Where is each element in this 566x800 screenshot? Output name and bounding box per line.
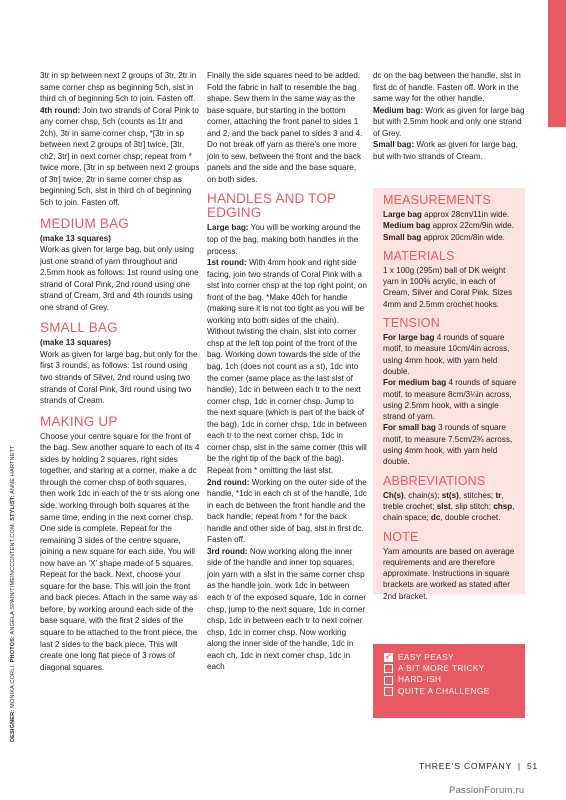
paragraph [40, 105, 200, 209]
text: 4 rounds of square motif, to measure 10cm/4in across, using 4mm hook, with yarn held double. [383, 333, 510, 376]
column-1 [40, 70, 200, 673]
checkbox-icon [384, 676, 393, 685]
paragraph: Choose your centre square for the front of the bag. Sew another square to each of its 4 sides by holding 2 squares, right sides together, and staring at a corner, make a dc through the corner chsp of both squares, then work 1dc in each of the tr sts along one side, working through both squares at the same time, ending in the next corner chsp. One side is complete. Repeat for the remaining 3 sides of the centre square, joining a new square for each side. You will now have an ‘X’ shape made of 5 squares. Repeat for the back. Next, choose your square for the base. This will join the front and back pieces. Attach in the same way as before, by working around each side of the base square, with the first 2 sides of the square to be attached to the front piece, the last 2 sides to the back piece. This will create one long flat piece of 3 rows of diagonal squares. [40, 431, 200, 672]
text: Work as given for large bag, but with two strands of Cream. [373, 140, 518, 161]
abbr: tr [495, 490, 502, 500]
magazine-name: THREE’S COMPANY [418, 761, 512, 771]
section-heading-measurements: MEASUREMENTS [383, 193, 491, 207]
section-heading-making-up: MAKING UP [40, 413, 118, 429]
abbr: dc [430, 513, 441, 523]
paragraph: dc on the bag between the handle, slst in first dc of handle. Fasten off. Work in the same way for the other handle. [373, 71, 521, 104]
paragraph: 3tr in sp between next 2 groups of 3tr, 2tr in same corner chsp as beginning 5ch, slst in third ch of beginning 5ch to join. Fasten off. [40, 71, 197, 104]
label: Large bag: [207, 223, 249, 233]
text: Work as given for large bag but with 2.5mm hook and only one strand of Grey. [373, 105, 525, 138]
paragraph [383, 332, 521, 377]
round-label: 3rd round: [207, 546, 248, 556]
column-3 [373, 70, 528, 162]
section-heading-materials: MATERIALS [383, 248, 455, 263]
difficulty-item [384, 674, 490, 685]
difficulty-label: QUITE A CHALLENGE [398, 685, 490, 696]
section-heading-abbreviations: ABBREVIATIONS [383, 473, 486, 488]
text: 4 rounds of square motif, to measure 8cm/3¼in across, using 2.5mm hook, with a single strand of yarn. [383, 378, 517, 422]
section-heading-handles: HANDLES AND TOP EDGING [207, 191, 337, 221]
section-heading-note: NOTE [383, 529, 419, 544]
section-heading-small-bag: SMALL BAG [40, 320, 118, 336]
round-text: Join two strands of Coral Pink to any corner chsp, 5ch (counts as 1tr and 2ch), 3tr in same corner chsp, *[3tr in sp between next 2 groups of 3tr] twice, [3tr, ch2, 3tr] in next corner chsp; repeat from * twice more, [3tr in sp between next 2 groups of 3tr] twice, 2tr in same corner chsp as beginning 5ch, slst in third ch of beginning 5ch to join. Fasten off. [40, 105, 200, 208]
text: approx 20cm/8in wide. [421, 232, 505, 242]
credit-value: MONIKA CORLI. [10, 662, 16, 710]
difficulty-label: EASY PEASY [398, 652, 454, 662]
section-heading-medium-bag: MEDIUM BAG [40, 215, 130, 231]
paragraph [373, 105, 528, 140]
difficulty-item [384, 652, 490, 663]
label: For medium bag [383, 378, 447, 388]
abbr-def: , chain space; [383, 501, 515, 523]
abbr-def: , stitches; [458, 490, 496, 500]
credit-value: ANNE HARTNETT [10, 445, 16, 496]
label: Small bag [383, 232, 422, 242]
paragraph: Work as given for large bag, but only using just one strand of yarn throughout and 2.5mm hook as follows: 1st round using one strand of Coral Pink, 2nd round using one strand of Cream, 3rd and 4th rounds using one strand of Grey. [40, 245, 199, 312]
abbr-def: , treble crochet; [383, 490, 504, 511]
abbr: st(s) [441, 490, 459, 500]
paragraph [383, 490, 521, 524]
paragraph [207, 477, 367, 546]
column-2 [207, 70, 367, 673]
label: For large bag [383, 333, 435, 343]
text: You will be working around the top of the bag, making both handles in the process. [207, 223, 361, 256]
paragraph [383, 209, 521, 243]
paragraph [373, 139, 528, 162]
abbr: slst [436, 501, 451, 511]
credits [10, 445, 16, 742]
difficulty-list [384, 652, 490, 697]
subheading: (make 13 squares) [40, 233, 111, 243]
subheading: (make 13 squares) [40, 338, 111, 348]
round-label: 1st round: [207, 258, 247, 268]
round-label: 4th round: [40, 105, 81, 115]
label: Small bag: [373, 140, 415, 150]
round-text: With 4mm hook and right side facing, join two strands of Coral Pink with a slst into corner chsp at the top right point, on front of the bag. *Make 40ch for handle (making sure it is not too tight as you will be working into both sides of the chain). Without twisting the chain, slst into corner chsp at the left top point of the front of the bag. Working down towards the side of the bag, 1ch (does not count as a st), 1dc into the corner (same place as the last slst of handle), 1dc in between each tr to the next corner chsp, 1dc in corner chsp. Jump to the next square (which is part of the back of the bag), 1dc in corner chsp, 1dc in between each tr to the next corner chsp, 1dc in corner chsp, slst in the same corner (this will be the right tip of the back of the bag). Repeat from * omitting the last slst. [207, 258, 367, 475]
paragraph [207, 546, 367, 673]
paragraph: 1 x 100g (295m) ball of DK weight yarn in 100% acrylic, in each of Cream, Silver and Coral Pink. Sizes 4mm and 2.5mm crochet hooks. [383, 265, 513, 309]
difficulty-label: HARD-ISH [398, 674, 442, 685]
footer-separator: | [517, 761, 521, 771]
abbr-def: , double crochet. [440, 513, 501, 523]
paragraph: Yarn amounts are based on average requirements and are therefore approximate. Instructions in square brackets are worked as stated after 2nd bracket. [383, 546, 515, 601]
label: Medium bag [383, 221, 431, 231]
abbr-def: , chain(s); [403, 490, 442, 500]
round-text: Now working along the inner side of the handle and inner top squares, join yarn with a slst in the same corner chsp as the handle join, work 1dc in between each tr of the exposed square, 1dc in corner chsp, jump to the next square, 1dc in corner chsp, 1dc in between each tr to next corner chsp, 1dc in corner chsp. Now working along the inner side of the handle, 1dc in each ch, 1dc in next corner chsp, 1dc in each [207, 546, 366, 672]
paragraph [383, 377, 521, 422]
abbr: chsp [493, 501, 513, 511]
round-text: Working on the outer side of the handle, *1dc in each ch st of the handle, 1dc in each dc between the front handle and the back handle; repeat from * for the back handle and other side of bag, slst in first dc. Fasten off. [207, 477, 367, 545]
text: approx 22cm/9in wide. [430, 221, 514, 231]
page-number: 51 [526, 761, 538, 771]
page-edge-tab [548, 0, 566, 127]
checked-box-icon [384, 653, 393, 662]
text: 3 rounds of square motif, to measure 7.5cm/2¾ across, using 4mm hook, with yarn held double. [383, 423, 513, 467]
checkbox-icon [384, 664, 393, 673]
credit-label: DESIGNER: [10, 709, 16, 742]
paragraph [207, 222, 367, 257]
watermark: PassionForum.ru [449, 785, 525, 796]
label: Medium bag: [373, 105, 424, 115]
paragraph: Work as given for large bag, but only for the first 3 rounds, as follows: 1st round using two strands of Silver, 2nd round using two strands of Coral Pink, 3rd round using two strands of Cream. [40, 349, 198, 406]
paragraph [383, 422, 521, 467]
credit-value: ANGELA SPAIN/TIMEINCCONTENT.COM. [10, 520, 16, 636]
paragraph [207, 257, 367, 476]
credit-label: STYLIST: [10, 495, 16, 521]
credit-label: PHOTOS: [10, 635, 16, 663]
label: For small bag [383, 423, 436, 433]
round-label: 2nd round: [207, 477, 250, 487]
info-box-content [383, 193, 521, 602]
label: Large bag [383, 210, 422, 219]
abbr: Ch(s) [383, 490, 404, 500]
difficulty-item [384, 663, 490, 674]
abbr-def: , slip stitch; [450, 501, 494, 511]
text: approx 28cm/11in wide. [421, 210, 510, 219]
checkbox-icon [384, 687, 393, 696]
page-footer [419, 761, 538, 771]
paragraph: Finally the side squares need to be added. Fold the fabric in half to resemble the bag shape. Sew them in the same way as the base square, but starting in the bottom corner, attaching the front panel to sides 1 and 2, and the back panel to sides 3 and 4. Do not break off yarn as there’s one more join to sew, between the front and the back panels and the side and the base square, on both sides. [207, 71, 363, 184]
section-heading-tension: TENSION [383, 316, 440, 331]
difficulty-item [384, 686, 490, 697]
difficulty-label: A BIT MORE TRICKY [398, 663, 485, 674]
